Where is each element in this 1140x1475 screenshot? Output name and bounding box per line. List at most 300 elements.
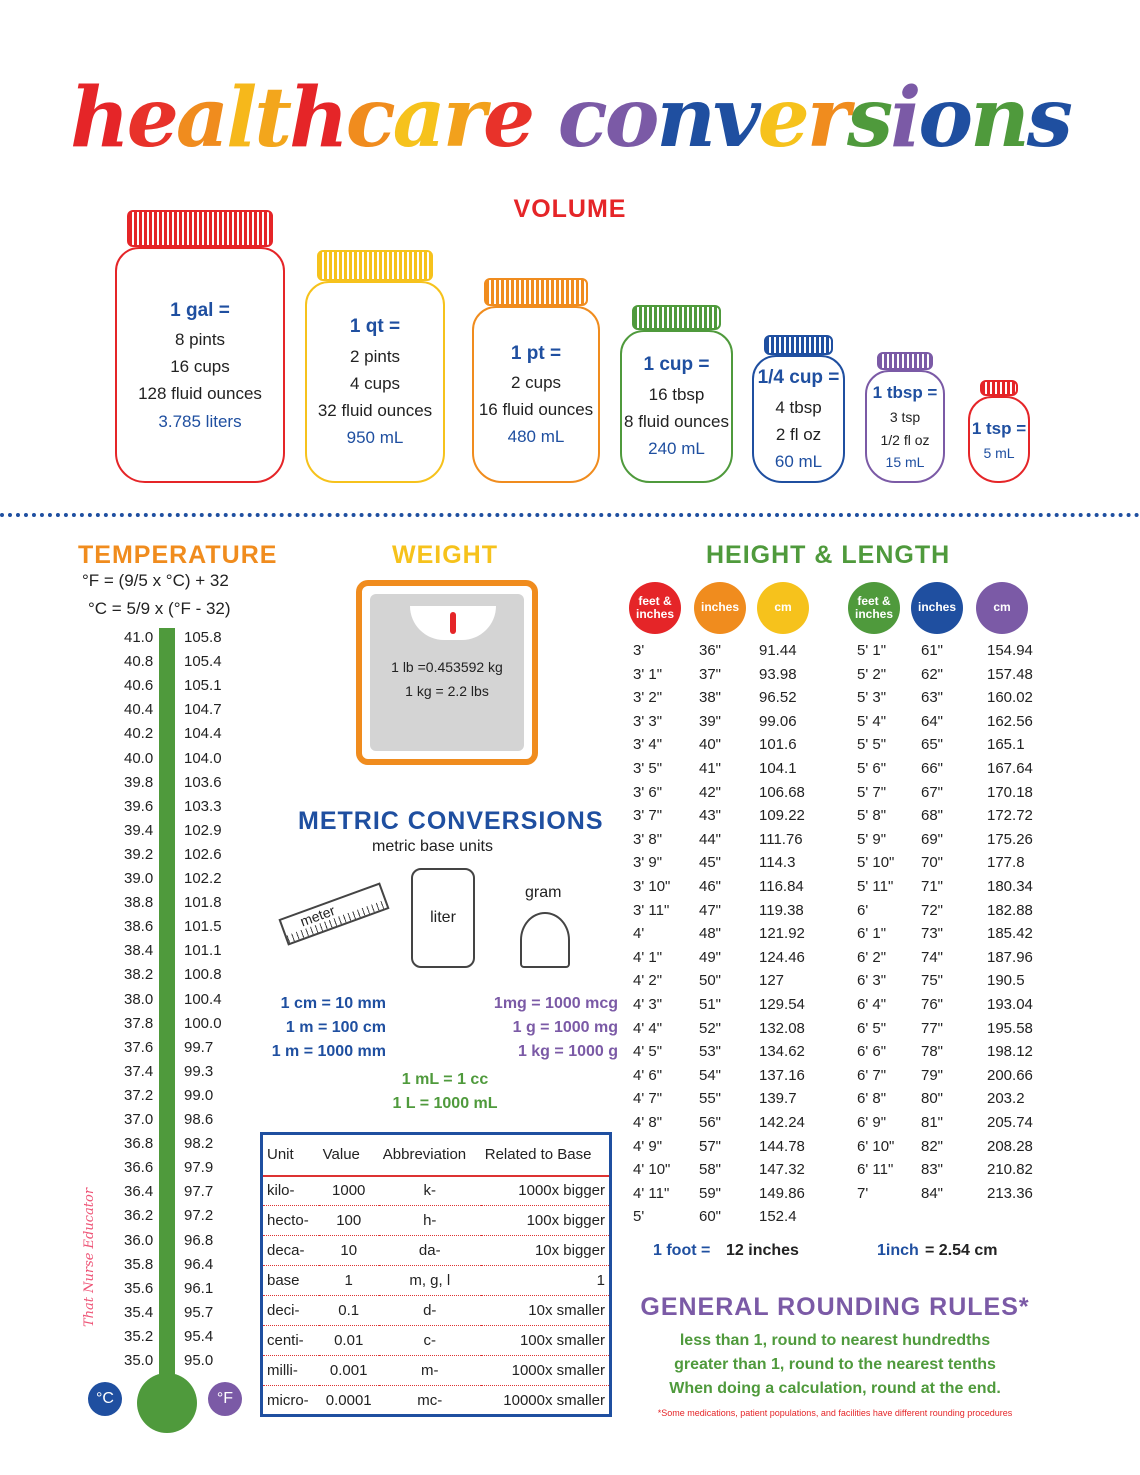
table-row xyxy=(262,1326,611,1356)
table-cell: micro- xyxy=(262,1386,319,1416)
weight-kg-lb: 1 kg = 2.2 lbs xyxy=(405,682,489,699)
celsius-value: 41.0 xyxy=(124,629,154,646)
height-cell: 6' 7" xyxy=(857,1066,887,1084)
fahrenheit-value: 105.4 xyxy=(184,653,222,671)
height-cell: 57" xyxy=(699,1137,722,1155)
title-letter: o xyxy=(918,70,971,166)
fahrenheit-value: 104.7 xyxy=(184,701,222,719)
fahrenheit-value: 99.0 xyxy=(184,1086,214,1104)
height-cell: 6' 5" xyxy=(857,1019,887,1037)
temperature-row xyxy=(118,1111,228,1135)
jar-lid-icon xyxy=(484,278,588,306)
title-letter: r xyxy=(442,70,484,166)
table-cell: 10 xyxy=(319,1236,379,1266)
fahrenheit-value: 97.7 xyxy=(184,1183,214,1201)
height-cell: 40" xyxy=(699,736,722,754)
height-row xyxy=(857,1020,1140,1043)
jar-metric: 480 mL xyxy=(507,427,565,447)
height-cell: 6' 6" xyxy=(857,1043,887,1061)
rounding-footnote: *Some medications, patient populations, and facilities have different rounding procedures xyxy=(657,1408,1013,1418)
height-cell: 3' 8" xyxy=(633,830,663,848)
height-cell: 187.96 xyxy=(987,948,1033,966)
height-row xyxy=(857,642,1140,665)
celsius-value: 38.4 xyxy=(124,942,154,960)
conv: 1 kg = 1000 g xyxy=(517,1043,618,1060)
height-cell: 5' 2" xyxy=(857,665,887,683)
jar-lid-icon xyxy=(632,305,721,330)
jar-metric: 240 mL xyxy=(648,439,705,459)
celsius-value: 37.2 xyxy=(124,1086,154,1104)
height-cell: 4' 3" xyxy=(633,996,663,1013)
height-cell: 58" xyxy=(699,1161,722,1179)
conv: 1 g = 1000 mg xyxy=(512,1019,618,1036)
height-cell: 91.44 xyxy=(759,642,797,659)
height-cell: 99.06 xyxy=(759,712,797,730)
thermometer-bulb xyxy=(137,1373,197,1433)
jar-line: 16 fluid ounces xyxy=(478,400,594,420)
height-cell: 52" xyxy=(699,1019,722,1037)
fahrenheit-value: 97.9 xyxy=(184,1159,214,1177)
celsius-value: 39.8 xyxy=(124,773,154,791)
height-cell: 50" xyxy=(699,972,722,990)
height-row xyxy=(633,1208,1053,1231)
celsius-value: 36.4 xyxy=(124,1183,154,1201)
fahrenheit-value: 98.6 xyxy=(184,1111,214,1128)
celsius-value: 38.8 xyxy=(124,894,154,912)
volume-jar xyxy=(752,355,845,483)
height-row xyxy=(857,996,1140,1019)
height-cell: 3' 1" xyxy=(633,665,663,683)
height-cell: 165.1 xyxy=(987,736,1025,754)
height-cell: 4' 4" xyxy=(633,1019,663,1037)
height-row xyxy=(857,760,1140,783)
height-row xyxy=(857,1138,1140,1161)
table-row xyxy=(262,1266,611,1296)
height-cell: 6' 9" xyxy=(857,1114,887,1131)
temperature-row xyxy=(118,798,228,822)
height-cell: 5' xyxy=(633,1208,645,1226)
celsius-value: 36.8 xyxy=(124,1135,154,1153)
height-cell: 5' 3" xyxy=(857,689,887,707)
height-cell: 127 xyxy=(759,972,785,990)
foot-label: 1 foot = xyxy=(653,1242,711,1259)
jar-metric: 60 mL xyxy=(774,452,823,471)
height-cell: 6' 3" xyxy=(857,972,887,990)
height-row xyxy=(857,1185,1140,1208)
height-column-header: cm xyxy=(976,582,1028,634)
height-cell: 170.18 xyxy=(987,783,1033,801)
height-cell: 106.68 xyxy=(759,783,805,801)
table-cell: kilo- xyxy=(262,1176,319,1206)
jar-line: 4 cups xyxy=(349,373,401,393)
height-cell: 4' 7" xyxy=(633,1090,663,1108)
temperature-row xyxy=(118,1304,228,1328)
height-cell: 66" xyxy=(921,760,944,777)
height-cell: 7' xyxy=(857,1184,869,1202)
section-divider xyxy=(0,513,1140,517)
height-cell: 4' 8" xyxy=(633,1114,663,1131)
height-cell: 68" xyxy=(921,807,944,825)
height-cell: 3' 6" xyxy=(633,783,663,801)
fahrenheit-value: 105.1 xyxy=(184,677,222,695)
height-cell: 167.64 xyxy=(987,760,1033,777)
height-cell: 177.8 xyxy=(987,854,1025,872)
height-cell: 37" xyxy=(699,665,722,683)
height-cell: 79" xyxy=(921,1066,944,1084)
height-cell: 4' 6" xyxy=(633,1066,663,1084)
height-cell: 41" xyxy=(699,760,722,777)
height-cell: 6' 8" xyxy=(857,1090,887,1108)
height-cell: 3' 11" xyxy=(633,901,670,919)
fahrenheit-value: 101.5 xyxy=(184,918,222,936)
height-cell: 47" xyxy=(699,901,722,919)
conv: 1 L = 1000 mL xyxy=(392,1095,498,1112)
jar-metric: 15 mL xyxy=(885,454,925,471)
jar-heading: 1 qt = xyxy=(349,316,401,338)
table-cell: base xyxy=(262,1266,319,1296)
height-cell: 3' 10" xyxy=(633,878,671,895)
height-cell: 185.42 xyxy=(987,925,1033,943)
fahrenheit-value: 95.0 xyxy=(184,1352,214,1369)
table-row xyxy=(262,1296,611,1326)
jar-lid-icon xyxy=(764,335,833,355)
height-cell: 213.36 xyxy=(987,1184,1033,1202)
celsius-value: 37.8 xyxy=(124,1014,154,1032)
height-cell: 210.82 xyxy=(987,1161,1033,1179)
jar-line: 16 cups xyxy=(170,357,230,377)
height-cell: 208.28 xyxy=(987,1137,1033,1155)
fahrenheit-value: 104.0 xyxy=(184,749,222,767)
table-cell: hecto- xyxy=(262,1206,319,1236)
temperature-row xyxy=(118,894,228,918)
height-row xyxy=(857,1043,1140,1066)
height-cell: 162.56 xyxy=(987,712,1033,730)
height-cell: 71" xyxy=(921,878,944,895)
height-row xyxy=(857,949,1140,972)
volume-jar xyxy=(968,396,1030,483)
jar-line: 8 fluid ounces xyxy=(624,412,729,432)
table-cell: mc- xyxy=(379,1386,481,1416)
height-column-header: inches xyxy=(911,582,963,634)
height-cell: 62" xyxy=(921,665,944,683)
table-cell: 100 xyxy=(319,1206,379,1236)
height-cell: 195.58 xyxy=(987,1019,1033,1037)
jar-metric: 950 mL xyxy=(346,428,404,448)
celsius-badge: °C xyxy=(88,1382,122,1416)
title-letter: v xyxy=(713,70,758,166)
fahrenheit-value: 96.8 xyxy=(184,1231,214,1249)
celsius-value: 38.2 xyxy=(124,966,154,984)
title-letter: h xyxy=(70,70,127,166)
height-cell: 74" xyxy=(921,948,944,966)
temperature-row xyxy=(118,1232,228,1256)
height-cell: 111.76 xyxy=(759,830,803,848)
temperature-row xyxy=(118,942,228,966)
volume-jar xyxy=(620,330,733,483)
jar-heading: 1 pt = xyxy=(510,342,562,364)
height-cell: 45" xyxy=(699,854,722,872)
celsius-value: 35.0 xyxy=(124,1352,154,1369)
height-cell: 63" xyxy=(921,689,944,707)
celsius-value: 40.8 xyxy=(124,653,154,671)
rounding-heading: GENERAL ROUNDING RULES* xyxy=(640,1293,1030,1321)
temperature-heading: TEMPERATURE xyxy=(78,541,278,569)
celsius-value: 35.6 xyxy=(124,1279,154,1297)
fahrenheit-value: 96.4 xyxy=(184,1255,214,1273)
title-letter: t xyxy=(254,70,290,166)
height-column-header: feet & inches xyxy=(629,582,681,634)
height-cell: 48" xyxy=(699,925,722,943)
height-cell: 152.4 xyxy=(759,1208,797,1226)
height-cell: 82" xyxy=(921,1137,944,1155)
table-header: Abbreviation xyxy=(379,1134,481,1176)
table-row xyxy=(262,1386,611,1416)
height-cell: 4' 2" xyxy=(633,972,663,990)
formula-f: °F = (9/5 x °C) + 32 xyxy=(82,571,229,590)
height-cell: 116.84 xyxy=(759,878,804,895)
volume-jar xyxy=(305,281,445,483)
title-letter: e xyxy=(757,70,807,166)
table-cell: deci- xyxy=(262,1296,319,1326)
height-cell: 4' 10" xyxy=(633,1161,671,1179)
height-cell: 78" xyxy=(921,1043,944,1061)
temperature-row xyxy=(118,1063,228,1087)
table-cell: 10000x smaller xyxy=(481,1386,611,1416)
title-letter: e xyxy=(483,70,533,166)
height-cell: 36" xyxy=(699,642,722,659)
height-cell: 83" xyxy=(921,1161,944,1179)
height-cell: 4' 5" xyxy=(633,1043,663,1061)
height-row xyxy=(857,878,1140,901)
height-cell: 46" xyxy=(699,878,722,895)
height-cell: 3' 4" xyxy=(633,736,663,754)
height-cell: 134.62 xyxy=(759,1043,805,1061)
height-cell: 60" xyxy=(699,1208,722,1226)
title-letter: a xyxy=(392,70,443,166)
title-letter: i xyxy=(890,70,919,166)
title-letter: l xyxy=(226,70,255,166)
height-cell: 198.12 xyxy=(987,1043,1033,1061)
volume-heading: VOLUME xyxy=(513,195,627,223)
height-cell: 96.52 xyxy=(759,689,797,707)
jar-metric: 3.785 liters xyxy=(158,411,242,431)
height-cell: 3' 9" xyxy=(633,854,663,872)
height-cell: 182.88 xyxy=(987,901,1033,919)
table-row xyxy=(262,1356,611,1386)
jar-lid-icon xyxy=(317,250,433,281)
celsius-value: 35.4 xyxy=(124,1303,154,1321)
height-cell: 180.34 xyxy=(987,878,1033,895)
height-row xyxy=(857,807,1140,830)
jar-line: 3 tsp xyxy=(889,409,921,426)
height-cell: 44" xyxy=(699,830,722,848)
liter-label: liter xyxy=(430,909,456,926)
fahrenheit-value: 96.1 xyxy=(184,1279,214,1297)
liter-jar-icon xyxy=(411,868,475,968)
height-cell: 5' 6" xyxy=(857,760,887,777)
inch-label: 1inch xyxy=(877,1242,919,1259)
temperature-row xyxy=(118,1087,228,1111)
celsius-value: 39.6 xyxy=(124,797,154,815)
height-cell: 49" xyxy=(699,948,722,966)
height-cell: 39" xyxy=(699,712,722,730)
height-cell: 54" xyxy=(699,1066,722,1084)
height-cell: 5' 9" xyxy=(857,830,887,848)
height-cell: 129.54 xyxy=(759,996,805,1013)
height-row xyxy=(857,831,1140,854)
title-letter: s xyxy=(847,70,891,166)
title-letter: c xyxy=(345,70,393,166)
table-cell: 1000x smaller xyxy=(481,1356,611,1386)
celsius-value: 39.4 xyxy=(124,821,154,839)
height-cell: 6' 2" xyxy=(857,948,887,966)
jar-heading: 1 tbsp = xyxy=(872,383,938,403)
table-row xyxy=(262,1206,611,1236)
temperature-row xyxy=(118,846,228,870)
table-cell: m- xyxy=(379,1356,481,1386)
height-row xyxy=(857,736,1140,759)
table-cell: 1 xyxy=(481,1266,611,1296)
jar-line: 128 fluid ounces xyxy=(138,384,262,404)
height-cell: 5' 10" xyxy=(857,854,895,872)
temperature-row xyxy=(118,1159,228,1183)
table-cell: 10x bigger xyxy=(481,1236,611,1266)
conv: 1 m = 1000 mm xyxy=(271,1043,386,1060)
height-cell: 5' 8" xyxy=(857,807,887,825)
temperature-row xyxy=(118,701,228,725)
scale-icon xyxy=(356,580,538,765)
fahrenheit-value: 95.7 xyxy=(184,1303,214,1321)
height-cell: 137.16 xyxy=(759,1066,805,1084)
fahrenheit-value: 104.4 xyxy=(184,725,222,743)
table-cell: c- xyxy=(379,1326,481,1356)
table-cell: 0.0001 xyxy=(319,1386,379,1416)
fahrenheit-value: 102.2 xyxy=(184,870,222,887)
height-cell: 4' 1" xyxy=(633,948,663,966)
height-cell: 55" xyxy=(699,1090,722,1108)
height-row xyxy=(857,666,1140,689)
height-cell: 84" xyxy=(921,1184,944,1202)
celsius-value: 39.0 xyxy=(124,870,154,887)
height-cell: 67" xyxy=(921,783,944,801)
height-row xyxy=(857,713,1140,736)
height-cell: 193.04 xyxy=(987,996,1033,1013)
height-cell: 6' 10" xyxy=(857,1137,895,1155)
jar-line: 1/2 fl oz xyxy=(880,431,930,448)
celsius-value: 40.0 xyxy=(124,749,154,767)
table-header: Related to Base xyxy=(481,1134,611,1176)
volume-jar xyxy=(865,370,945,483)
weight-heading: WEIGHT xyxy=(392,541,498,569)
height-cell: 75" xyxy=(921,972,944,990)
celsius-value: 35.2 xyxy=(124,1327,154,1345)
celsius-value: 37.0 xyxy=(124,1111,154,1128)
height-row xyxy=(857,1090,1140,1113)
height-cell: 154.94 xyxy=(987,642,1033,659)
volume-conversions xyxy=(380,1068,510,1116)
height-cell: 175.26 xyxy=(987,830,1033,848)
table-cell: milli- xyxy=(262,1356,319,1386)
celsius-value: 36.2 xyxy=(124,1207,154,1225)
formula-c: °C = 5/9 x (°F - 32) xyxy=(88,599,231,618)
height-cell: 38" xyxy=(699,689,722,707)
height-cell: 80" xyxy=(921,1090,944,1108)
celsius-value: 37.6 xyxy=(124,1038,154,1056)
height-cell: 5' 4" xyxy=(857,712,887,730)
height-cell: 172.72 xyxy=(987,807,1033,825)
height-cell: 4' 9" xyxy=(633,1137,663,1155)
temperature-row xyxy=(118,1015,228,1039)
height-cell: 149.86 xyxy=(759,1184,805,1202)
table-cell: deca- xyxy=(262,1236,319,1266)
temperature-row xyxy=(118,725,228,749)
gram-scale-icon xyxy=(520,912,570,968)
temperature-row xyxy=(118,1256,228,1280)
table-cell: 100x smaller xyxy=(481,1326,611,1356)
rule: greater than 1, round to the nearest tenths xyxy=(674,1356,996,1373)
metric-prefix-table xyxy=(260,1132,612,1417)
height-cell: 70" xyxy=(921,854,944,872)
jar-heading: 1 gal = xyxy=(170,299,230,321)
height-cell: 147.32 xyxy=(759,1161,805,1179)
jar-lid-icon xyxy=(980,380,1018,396)
height-cell: 59" xyxy=(699,1184,722,1202)
title-letter: r xyxy=(806,70,848,166)
height-column-header: feet & inches xyxy=(848,582,900,634)
height-cell: 132.08 xyxy=(759,1019,805,1037)
conv: 1 m = 100 cm xyxy=(285,1019,386,1036)
brand-logo: That Nurse Educator xyxy=(82,1187,98,1328)
jar-lid-icon xyxy=(877,352,933,370)
height-cell: 104.1 xyxy=(759,760,797,777)
fahrenheit-value: 103.6 xyxy=(184,773,222,791)
title-letter: o xyxy=(604,70,657,166)
inch-value: = 2.54 cm xyxy=(925,1242,998,1259)
height-row xyxy=(857,902,1140,925)
metric-heading: METRIC CONVERSIONS xyxy=(298,807,604,835)
height-cell: 142.24 xyxy=(759,1114,805,1131)
height-cell: 51" xyxy=(699,996,722,1013)
height-cell: 160.02 xyxy=(987,689,1033,707)
table-cell: 1 xyxy=(319,1266,379,1296)
metric-subheading: metric base units xyxy=(372,838,493,855)
jar-heading: 1 cup = xyxy=(643,354,710,376)
jar-lid-icon xyxy=(127,210,273,247)
height-cell: 6' xyxy=(857,901,869,919)
temperature-row xyxy=(118,1280,228,1304)
table-cell: h- xyxy=(379,1206,481,1236)
height-cell: 3' 7" xyxy=(633,807,663,825)
height-cell: 73" xyxy=(921,925,944,943)
height-cell: 6' 1" xyxy=(857,925,887,943)
height-cell: 190.5 xyxy=(987,972,1025,990)
celsius-value: 40.4 xyxy=(124,701,154,719)
height-cell: 3' xyxy=(633,642,645,659)
height-cell: 119.38 xyxy=(759,901,804,919)
jar-metric: 5 mL xyxy=(983,444,1015,461)
conv: 1 mL = 1 cc xyxy=(401,1071,489,1088)
height-cell: 81" xyxy=(921,1114,944,1131)
height-row xyxy=(857,784,1140,807)
table-row xyxy=(262,1236,611,1266)
temperature-row xyxy=(118,1039,228,1063)
table-cell: d- xyxy=(379,1296,481,1326)
celsius-value: 40.2 xyxy=(124,725,154,743)
table-row xyxy=(262,1176,611,1206)
temperature-row xyxy=(118,653,228,677)
table-cell: 1000x bigger xyxy=(481,1176,611,1206)
temperature-row xyxy=(118,1328,228,1352)
